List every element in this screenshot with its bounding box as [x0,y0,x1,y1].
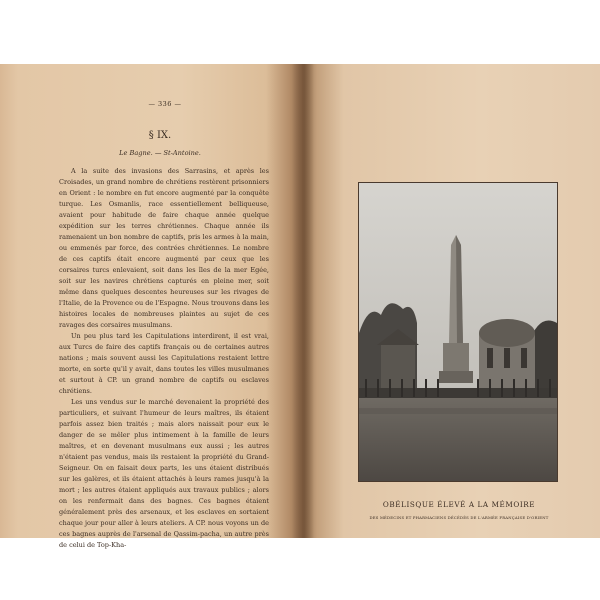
paragraph: Un peu plus tard les Capitulations interdirent, il est vrai, aux Turcs de faire des captifs français ou de certaines autres nations ; mais souvent aussi les Capitulations restaient lettre morte, en sorte qu'il y avait, dans toutes les villes musulmanes et surtout à CP. un grand nombre de captifs ou esclaves chrétiens. [59,332,269,395]
section-title: § IX. [148,130,172,141]
paragraph: Les uns vendus sur le marché devenaient la propriété des particuliers, et suivant l'humeur de leurs maîtres, ils étaient parfois assez bien traités ; mais alors naissait pour eux le danger de se mêler plus intimement à la famille de leurs maîtres, et en devenant musulmans eux aussi ; les autres n'étaient pas vendus, mais ils restaient la propriété du Grand-Seigneur. On en faisait deux parts, les uns étaient distribués sur les galères, et ils étaient attachés à leurs rames jusqu'à la mort ; les autres étaient appliqués aux travaux publics ; alors on les renfermait dans des bagnes. Ces bagnes étaient généralement près des arsenaux, et les esclaves en sortaient chaque jour pour aller à leurs ateliers. A CP. nous voyons un de ces bagnes auprès de l'arsenal de Qassim-pacha, un autre près de celui de Top-Kha- [59,398,269,549]
plate-subcaption: DES MÉDECINS ET PHARMACIENS DÉCÉDÉS DE L'ARMÉE FRANÇAISE D'ORIENT [369,515,549,520]
plate-caption: OBÉLISQUE ÉLEVÉ A LA MÉMOIRE [382,500,536,509]
section-subtitle: Le Bagne. — St-Antoine. [119,149,201,157]
open-book [0,64,600,549]
body-text [59,166,269,549]
left-page [0,64,302,549]
paragraph: A la suite des invasions des Sarrasins, et après les Croisades, un grand nombre de chrétiens restèrent prisonniers en Orient : le nombre en fut encore augmenté par la conquête turque. Les Osmanlis, race essentiellement belliqueuse, avaient pour habitude de faire chaque année quelque expédition sur les terres chrétiennes. Chaque année ils ramenaient un bon nombre de captifs, pris les armes à la main, ou emmenés par force, des contrées chrétiennes. Le nombre de ces captifs était encore augmenté par ceux que les corsaires turcs enlevaient, soit dans les îles de la mer Egée, soit sur les navires chrétiens capturés en pleine mer, soit même dans quelques descentes heureuses sur les rivages de l'Italie, de la Provence ou de l'Espagne. Nous trouvons dans les histoires locales de nombreuses plaintes au sujet de ces ravages des corsaires musulmans. [59,167,269,329]
page-number: — 336 — [148,100,182,108]
book-gutter [292,64,314,538]
obelisk-photograph [358,182,558,482]
